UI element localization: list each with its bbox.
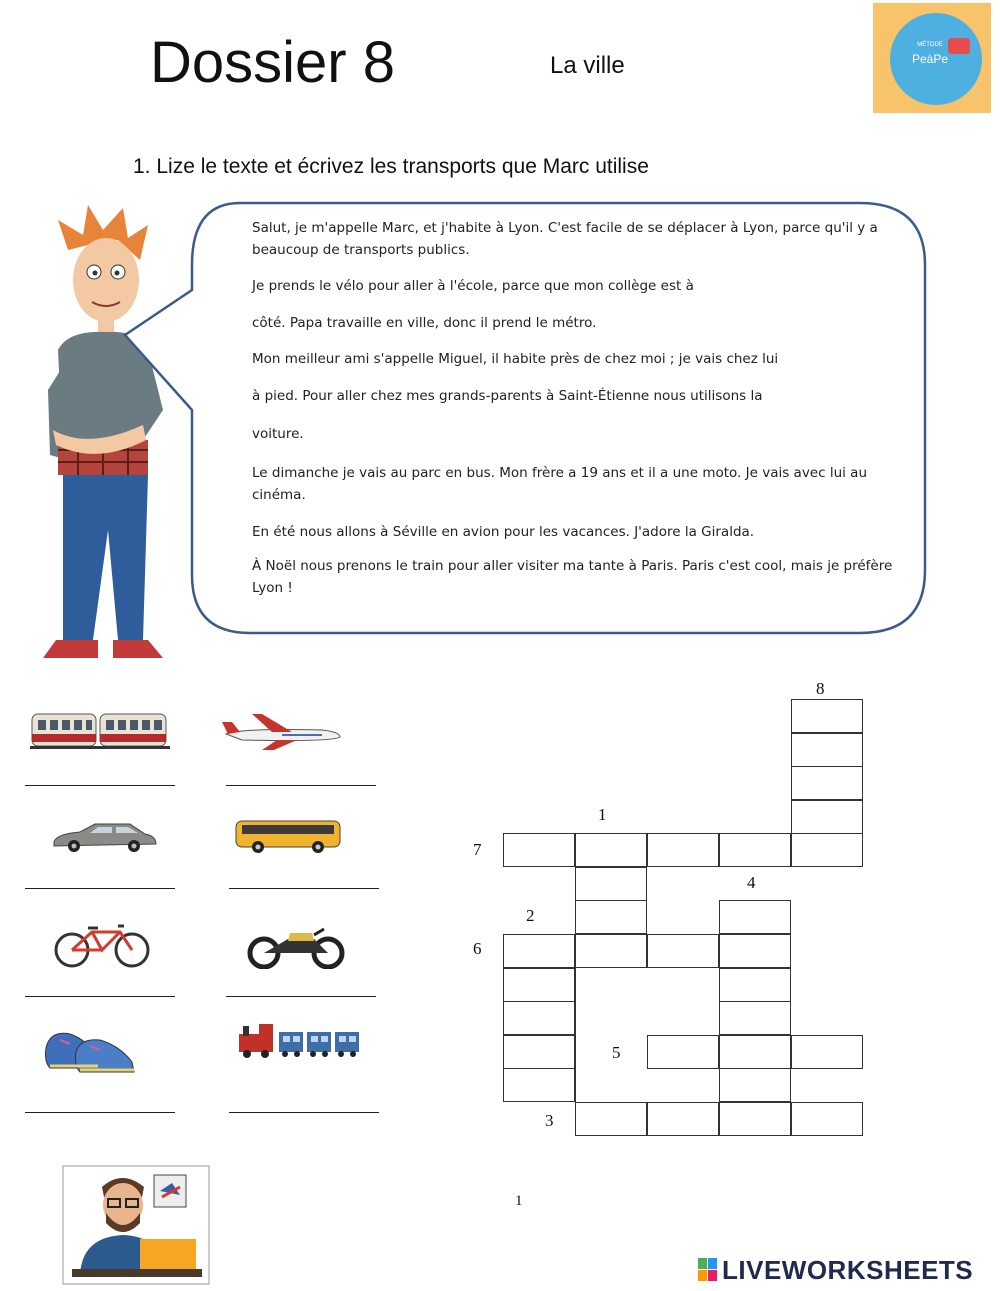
crossword-cell[interactable]: [719, 1001, 791, 1035]
crossword-cell[interactable]: [647, 1035, 719, 1069]
clue-number: 5: [612, 1043, 621, 1062]
story-paragraph: voiture.: [252, 426, 304, 442]
story-paragraph: côté. Papa travaille en ville, donc il prend le métro.: [252, 315, 597, 331]
crossword-cell[interactable]: [719, 1102, 791, 1136]
crossword-cell[interactable]: [791, 699, 863, 733]
crossword-cell[interactable]: [575, 1068, 647, 1102]
crossword-cell[interactable]: [503, 1068, 575, 1102]
crossword-cell[interactable]: [503, 934, 575, 968]
crossword-cell[interactable]: [503, 833, 575, 867]
crossword-cell[interactable]: [719, 1068, 791, 1102]
story-paragraph: Je prends le vélo pour aller à l'école, parce que mon collège est à: [252, 278, 694, 294]
story-paragraph: En été nous allons à Séville en avion pour les vacances. J'adore la Giralda.: [252, 524, 755, 540]
crossword-cell[interactable]: [575, 833, 647, 867]
liveworksheets-logo-icon: [698, 1258, 718, 1282]
crossword-cell[interactable]: [575, 1035, 647, 1069]
crossword-cell[interactable]: [575, 968, 647, 1002]
answer-blank[interactable]: [25, 1112, 175, 1113]
story-paragraph: À Noël nous prenons le train pour aller visiter ma tante à Paris. Paris c'est cool, mais je préfère Lyon !: [252, 558, 893, 596]
clue-number: 6: [473, 939, 482, 958]
answer-blank[interactable]: [229, 1112, 379, 1113]
crossword-cell[interactable]: [575, 867, 647, 901]
crossword-cell[interactable]: [575, 934, 647, 968]
story-paragraph: Le dimanche je vais au parc en bus. Mon frère a 19 ans et il a une moto. Je vais avec lui au cinéma.: [252, 465, 868, 503]
crossword-cell[interactable]: [575, 1001, 647, 1035]
crossword-cell[interactable]: [791, 1035, 863, 1069]
story-paragraph: à pied. Pour aller chez mes grands-parents à Saint-Étienne nous utilisons la: [252, 388, 763, 404]
clue-number: 7: [473, 840, 482, 859]
crossword-cell[interactable]: [647, 934, 719, 968]
crossword-cell[interactable]: [791, 733, 863, 767]
clue-number: 4: [747, 873, 756, 892]
answer-blank[interactable]: [226, 785, 376, 786]
clue-number: 8: [816, 679, 825, 698]
crossword-cell[interactable]: [503, 968, 575, 1002]
exercise-instruction: 1. Lize le texte et écrivez les transports que Marc utilise: [133, 155, 649, 178]
train-icon: [235, 1020, 361, 1060]
metro-icon: [30, 708, 170, 752]
crossword-cell[interactable]: [791, 1102, 863, 1136]
crossword-cell[interactable]: [719, 934, 791, 968]
page-title: Dossier 8: [150, 30, 395, 95]
crossword-cell[interactable]: [503, 1001, 575, 1035]
crossword-cell[interactable]: [503, 1035, 575, 1069]
crossword-cell[interactable]: [791, 833, 863, 867]
answer-blank[interactable]: [25, 996, 175, 997]
crossword-cell[interactable]: [647, 833, 719, 867]
logo-small-text: MÉTODE: [917, 42, 943, 48]
motorcycle-icon: [244, 925, 348, 969]
crossword-cell[interactable]: [647, 1102, 719, 1136]
clue-number: 2: [526, 906, 535, 925]
crossword-cell[interactable]: [719, 833, 791, 867]
answer-blank[interactable]: [25, 785, 175, 786]
answer-blank[interactable]: [226, 996, 376, 997]
logo-text: PeàPe: [911, 52, 949, 66]
crossword-cell[interactable]: [791, 766, 863, 800]
car-icon: [50, 820, 160, 854]
crossword-cell[interactable]: [719, 1035, 791, 1069]
crossword-cell[interactable]: [575, 900, 647, 934]
story-paragraph: Mon meilleur ami s'appelle Miguel, il habite près de chez moi ; je vais chez lui: [252, 351, 779, 367]
bicycle-icon: [50, 922, 154, 968]
shoes-icon: [40, 1018, 140, 1076]
chat-bubble-icon: [948, 38, 970, 54]
page-subtitle: La ville: [550, 52, 625, 79]
teacher-icon: [62, 1165, 210, 1285]
bus-icon: [234, 818, 344, 854]
liveworksheets-brand: LIVEWORKSHEETS: [722, 1255, 974, 1285]
crossword-cell[interactable]: [575, 1102, 647, 1136]
clue-number: 1: [598, 805, 607, 824]
crossword-cell[interactable]: [719, 968, 791, 1002]
page-number: 1: [515, 1193, 523, 1209]
clue-number: 3: [545, 1111, 554, 1130]
airplane-icon: [222, 710, 344, 750]
answer-blank[interactable]: [25, 888, 175, 889]
crossword-cell[interactable]: [791, 800, 863, 834]
story-paragraph: Salut, je m'appelle Marc, et j'habite à Lyon. C'est facile de se déplacer à Lyon, parce qu'il y a beaucoup de transports publics.: [252, 220, 878, 258]
answer-blank[interactable]: [229, 888, 379, 889]
crossword-cell[interactable]: [719, 900, 791, 934]
